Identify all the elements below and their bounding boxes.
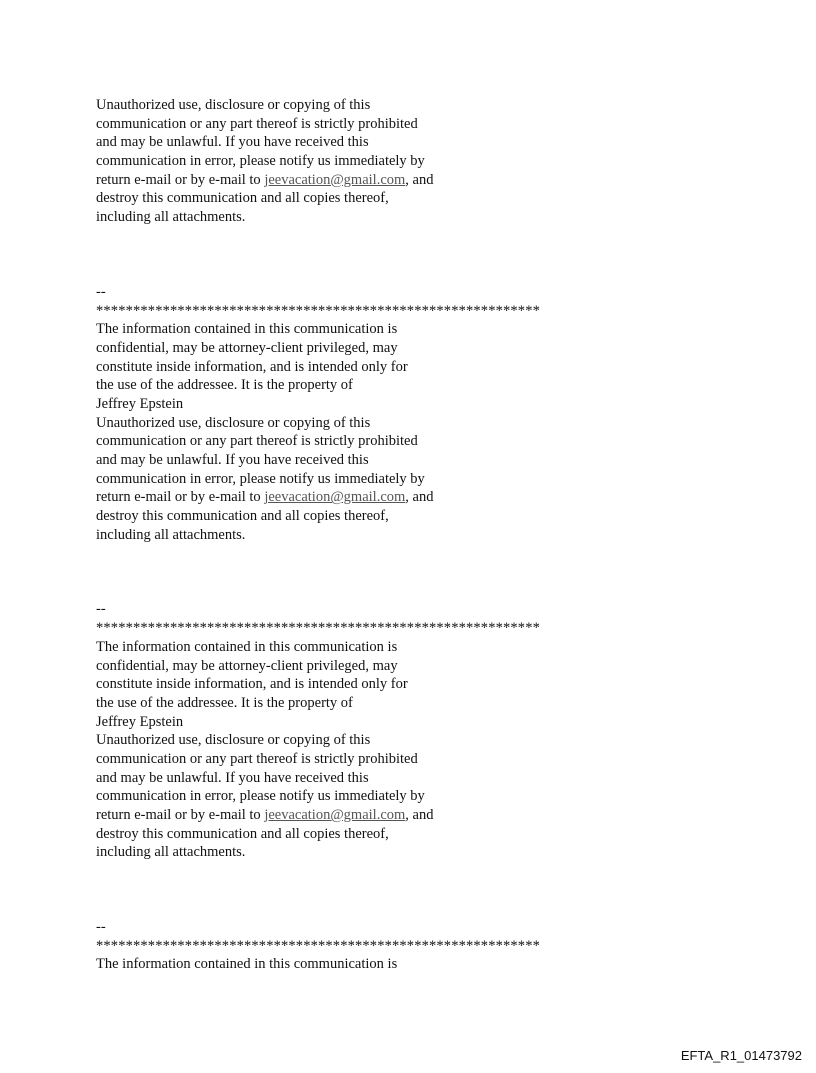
header-line: constitute inside information, and is intended only for bbox=[96, 358, 408, 375]
body-line: communication in error, please notify us immediately by bbox=[96, 470, 425, 487]
separator-stars: ************************************************************ bbox=[96, 620, 540, 637]
header-line: The information contained in this communication is bbox=[96, 956, 398, 973]
header-line: confidential, may be attorney-client privileged, may bbox=[96, 657, 398, 674]
email-suffix: , and bbox=[405, 489, 434, 506]
body-line: Unauthorized use, disclosure or copying of this bbox=[96, 414, 371, 431]
email-prefix: return e-mail or by e-mail to bbox=[96, 171, 265, 188]
body-line: communication in error, please notify us immediately by bbox=[96, 153, 425, 170]
disclaimer-block bbox=[96, 96, 716, 227]
body-line: and may be unlawful. If you have received this bbox=[96, 452, 369, 468]
email-link[interactable]: jeevacation@gmail.com bbox=[264, 807, 406, 823]
separator-dash: -- bbox=[96, 601, 106, 618]
email-prefix: return e-mail or by e-mail to bbox=[96, 489, 265, 506]
header-line: the use of the addressee. It is the property of bbox=[96, 377, 353, 394]
header-line: constitute inside information, and is intended only for bbox=[96, 676, 408, 693]
separator-stars: ************************************************************ bbox=[96, 937, 540, 954]
body-line: and may be unlawful. If you have received this bbox=[96, 134, 369, 151]
email-line bbox=[96, 171, 716, 190]
email-link[interactable]: jeevacation@gmail.com bbox=[264, 489, 406, 506]
body-line: Unauthorized use, disclosure or copying of this bbox=[96, 732, 371, 749]
email-prefix: return e-mail or by e-mail to bbox=[96, 807, 265, 823]
header-line: Jeffrey Epstein bbox=[96, 713, 184, 730]
email-link[interactable]: jeevacation@gmail.com bbox=[264, 171, 406, 188]
body-line: communication or any part thereof is strictly prohibited bbox=[96, 115, 418, 132]
body-line: including all attachments. bbox=[96, 526, 246, 543]
document-id-footer: EFTA_R1_01473792 bbox=[680, 1048, 802, 1063]
header-line: the use of the addressee. It is the property of bbox=[96, 694, 353, 711]
body-line: destroy this communication and all copies thereof, bbox=[96, 825, 389, 842]
separator-dash: -- bbox=[96, 919, 106, 936]
separator-dash: -- bbox=[96, 283, 106, 300]
spacer bbox=[96, 862, 716, 918]
spacer bbox=[96, 544, 716, 600]
body-line: communication or any part thereof is strictly prohibited bbox=[96, 433, 418, 450]
body-line: communication or any part thereof is strictly prohibited bbox=[96, 750, 418, 767]
header-line: Jeffrey Epstein bbox=[96, 395, 184, 412]
spacer bbox=[96, 227, 716, 283]
header-line: confidential, may be attorney-client privileged, may bbox=[96, 339, 398, 356]
separator-stars: ************************************************************ bbox=[96, 302, 540, 319]
email-line bbox=[96, 488, 716, 507]
body-line: and may be unlawful. If you have received this bbox=[96, 769, 369, 786]
header-line: The information contained in this communication is bbox=[96, 321, 398, 338]
document-body bbox=[96, 96, 716, 974]
body-line: Unauthorized use, disclosure or copying of this bbox=[96, 97, 371, 113]
disclaimer-block bbox=[96, 918, 716, 974]
body-line: destroy this communication and all copies thereof, bbox=[96, 508, 389, 525]
email-suffix: , and bbox=[405, 171, 434, 188]
disclaimer-block bbox=[96, 283, 716, 545]
header-line: The information contained in this communication is bbox=[96, 638, 398, 655]
email-suffix: , and bbox=[405, 807, 434, 823]
email-line bbox=[96, 806, 716, 825]
body-line: including all attachments. bbox=[96, 844, 246, 861]
disclaimer-block bbox=[96, 600, 716, 862]
body-line: destroy this communication and all copies thereof, bbox=[96, 190, 389, 207]
body-line: communication in error, please notify us immediately by bbox=[96, 788, 425, 805]
body-line: including all attachments. bbox=[96, 209, 246, 226]
